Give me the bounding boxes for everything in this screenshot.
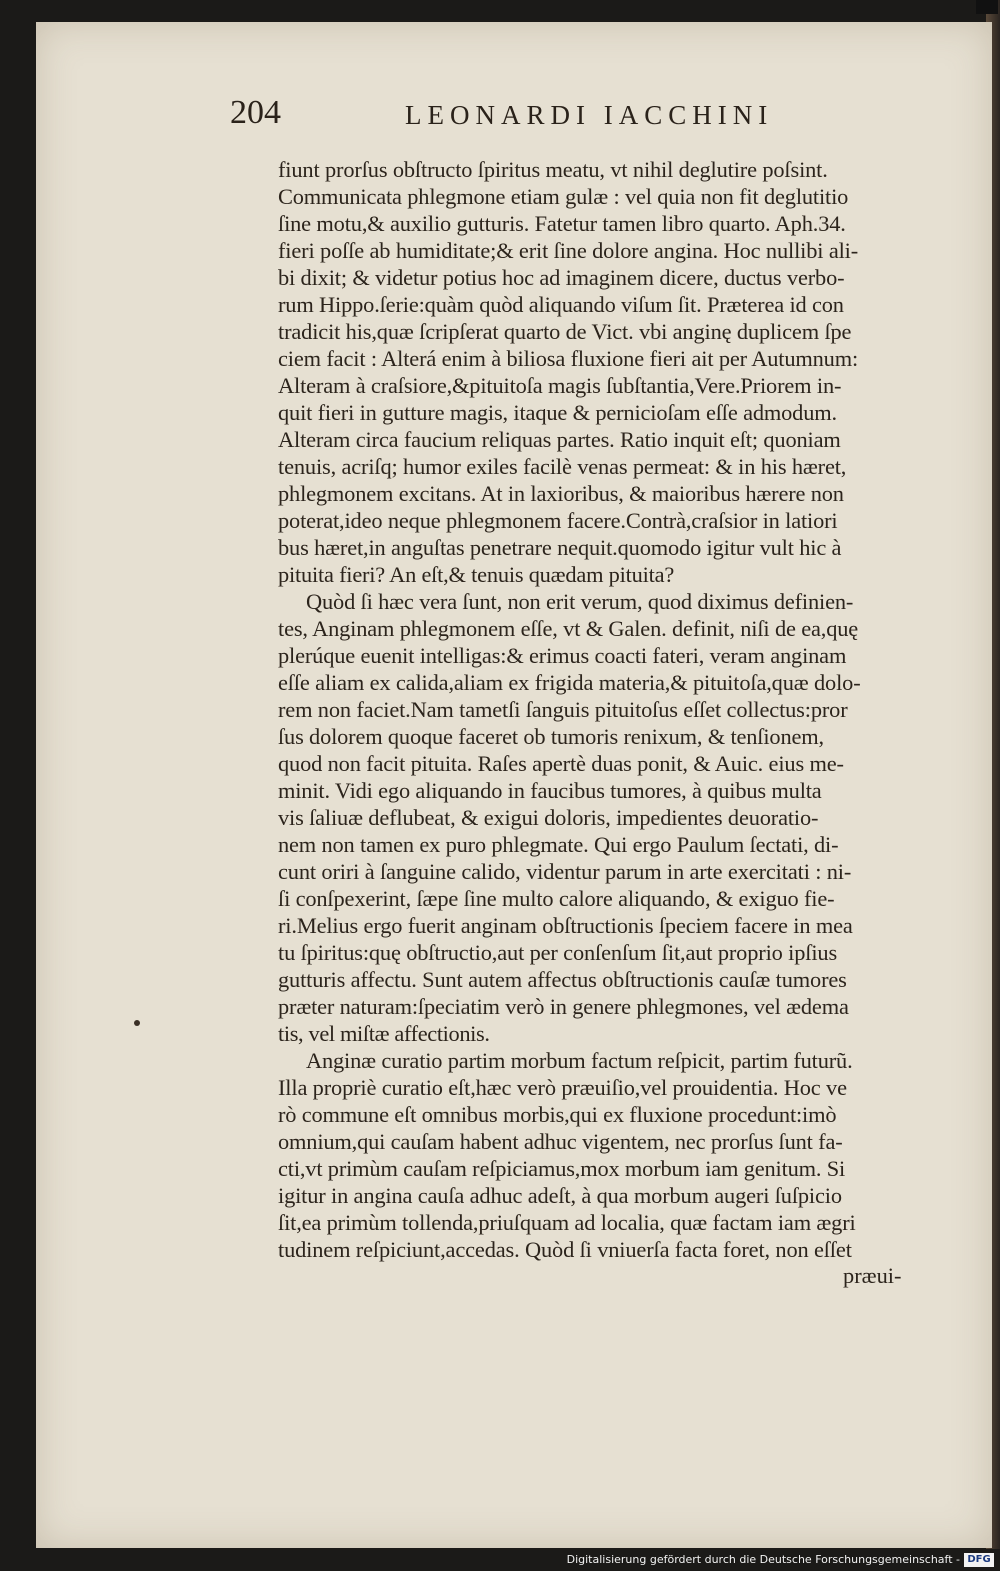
text-line: omnium,qui cauſam habent adhuc vigentem, nec prorſus ſunt fa- (278, 1129, 843, 1154)
funding-credit: Digitalisierung gefördert durch die Deutsche Forschungsgemeinschaft - (566, 1553, 960, 1566)
catchword: præui- (843, 1263, 902, 1288)
text-line: fiunt prorſus obſtructo ſpiritus meatu, vt nihil deglutire poſsint. (278, 157, 828, 182)
text-line: vis ſaliuæ deflubeat, & exigui doloris, impedientes deuoratio- (278, 805, 819, 830)
text-line: poterat,ideo neque phlegmonem facere.Contrà,craſsior in latiori (278, 508, 838, 533)
text-line: ſine motu,& auxilio gutturis. Fatetur tamen libro quarto. Aph.34. (278, 211, 846, 236)
text-line: cti,vt primùm cauſam reſpiciamus,mox morbum iam genitum. Si (278, 1156, 846, 1181)
text-line: ſi conſpexerint, ſæpe ſine multo calore aliquando, & exiguo fie- (278, 886, 835, 911)
text-line: rem non faciet.Nam tametſi ſanguis pituitoſus eſſet collectus:pror (278, 697, 848, 722)
scan-corner-mark (976, 0, 998, 14)
running-title: LEONARDI IACCHINI (405, 100, 774, 130)
text-line: Illa propriè curatio eſt,hæc verò præuiſio,vel prouidentia. Hoc ve (278, 1075, 847, 1100)
text-line: rum Hippo.ſerie:quàm quòd aliquando viſum ſit. Præterea id con (278, 292, 844, 317)
page-number: 204 (230, 94, 281, 131)
text-line: tu ſpiritus:quę obſtructio,aut per conſenſum ſit,aut proprio ipſius (278, 940, 838, 965)
text-line: pituita fieri? An eſt,& tenuis quædam pituita? (278, 562, 675, 587)
text-line: rò commune eſt omnibus morbis,qui ex fluxione procedunt:imò (278, 1102, 837, 1127)
text-line: tradicit his,quæ ſcripſerat quarto de Vict. vbi anginę duplicem ſpe (278, 319, 852, 344)
text-line: Alteram circa faucium reliquas partes. Ratio inquit eſt; quoniam (278, 427, 841, 452)
digitization-footer (0, 1549, 1000, 1571)
dfg-logo: DFG (964, 1553, 994, 1567)
text-line: nem non tamen ex puro phlegmate. Qui ergo Paulum ſectati, di- (278, 832, 839, 857)
text-line: igitur in angina cauſa adhuc adeſt, à qua morbum augeri ſuſpicio (278, 1183, 842, 1208)
text-line: cunt oriri à ſanguine calido, videntur parum in arte exercitati : ni- (278, 859, 852, 884)
text-line: eſſe aliam ex calida,aliam ex frigida materia,& pituitoſa,quæ dolo- (278, 670, 861, 695)
ink-speck (134, 1020, 140, 1026)
text-line: ſus dolorem quoque faceret ob tumoris renixum, & tenſionem, (278, 724, 824, 749)
text-line: Anginæ curatio partim morbum factum reſpicit, partim futurũ. (306, 1048, 853, 1073)
text-line: præter naturam:ſpeciatim verò in genere phlegmones, vel ædema (278, 994, 849, 1019)
text-line: ſit,ea primùm tollenda,priuſquam ad localia, quæ factam iam ægri (278, 1210, 856, 1235)
main-text (278, 156, 958, 1263)
text-line: Alteram à craſsiore,&pituitoſa magis ſubſtantia,Vere.Priorem in- (278, 373, 842, 398)
text-line: phlegmonem excitans. At in laxioribus, & maioribus hærere non (278, 481, 844, 506)
text-line: Communicata phlegmone etiam gulæ : vel quia non fit deglutitio (278, 184, 849, 209)
text-line: tis, vel miſtæ affectionis. (278, 1021, 490, 1046)
text-line: quod non facit pituita. Raſes apertè duas ponit, & Auic. eius me- (278, 751, 844, 776)
running-head (230, 93, 830, 133)
text-line: plerúque euenit intelligas:& erimus coacti fateri, veram anginam (278, 643, 847, 668)
text-line: tes, Anginam phlegmonem eſſe, vt & Galen. definit, niſi de ea,quę (278, 616, 859, 641)
text-line: ciem facit : Alterá enim à biliosa fluxione fieri ait per Autumnum: (278, 346, 859, 371)
text-line: Quòd ſi hæc vera ſunt, non erit verum, quod diximus definien- (306, 589, 854, 614)
text-line: quit fieri in gutture magis, itaque & pernicioſam eſſe admodum. (278, 400, 837, 425)
text-line: bus hæret,in anguſtas penetrare nequit.quomodo igitur vult hic à (278, 535, 842, 560)
text-line: tenuis, acriſq; humor exiles facilè venas permeat: & in his hæret, (278, 454, 847, 479)
text-line: tudinem reſpiciunt,accedas. Quòd ſi vniuerſa facta foret, non eſſet (278, 1237, 852, 1262)
text-line: minit. Vidi ego aliquando in faucibus tumores, à quibus multa (278, 778, 822, 803)
text-line: ri.Melius ergo fuerit anginam obſtructionis ſpeciem facere in mea (278, 913, 853, 938)
text-line: gutturis affectu. Sunt autem affectus obſtructionis cauſæ tumores (278, 967, 847, 992)
text-line: fieri poſſe ab humiditate;& erit ſine dolore angina. Hoc nullibi ali- (278, 238, 859, 263)
text-line: bi dixit; & videtur potius hoc ad imaginem dicere, ductus verbo- (278, 265, 845, 290)
